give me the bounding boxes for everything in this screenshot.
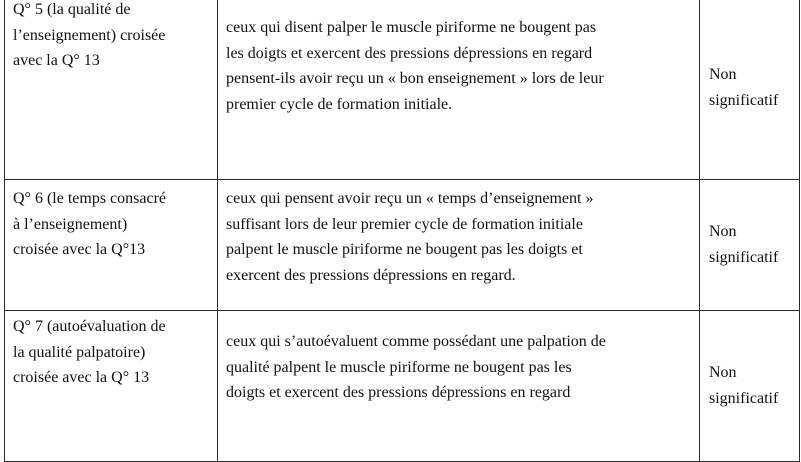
question-line: croisée avec la Q°13 bbox=[13, 241, 146, 258]
question-line: Q° 6 (le temps consacré bbox=[13, 190, 167, 207]
description-line: suffisant lors de leur premier cycle de formation initiale bbox=[226, 215, 583, 233]
question-line: l’enseignement) croisée bbox=[13, 26, 166, 44]
description-line: doigts et exercent des pressions dépressions en regard bbox=[226, 384, 571, 401]
question-line: Q° 7 (autoévaluation de bbox=[13, 318, 166, 335]
question-line: avec la Q° 13 bbox=[13, 52, 100, 69]
result-line: Non bbox=[709, 66, 737, 83]
table-row bbox=[5, 0, 800, 180]
result-cell bbox=[700, 311, 800, 462]
question-cell bbox=[5, 180, 218, 311]
result-line: significatif bbox=[709, 91, 779, 109]
description-line: ceux qui disent palper le muscle piriforme ne bougent pas bbox=[226, 19, 597, 36]
question-line: la qualité palpatoire) bbox=[13, 343, 146, 361]
description-line: palpent le muscle piriforme ne bougent pas les doigts et bbox=[226, 241, 583, 258]
result-cell bbox=[700, 180, 800, 311]
result-cell bbox=[700, 0, 800, 180]
description-line: qualité palpent le muscle piriforme ne bougent pas les bbox=[226, 358, 572, 376]
result-line: Non bbox=[709, 364, 737, 381]
description-line: ceux qui s’autoévaluent comme possédant une palpation de bbox=[226, 333, 606, 350]
result-line: significatif bbox=[709, 248, 779, 266]
description-line: exercent des pressions dépressions en regard. bbox=[226, 266, 516, 284]
table-row bbox=[5, 180, 800, 311]
result-line: Non bbox=[709, 223, 737, 240]
question-line: Q° 5 (la qualité de bbox=[13, 1, 131, 18]
description-line: pensent-ils avoir reçu un « bon enseignement » lors de leur bbox=[226, 70, 604, 87]
question-cell bbox=[5, 0, 218, 180]
table-row bbox=[5, 311, 800, 462]
description-cell bbox=[218, 0, 700, 180]
description-line: premier cycle de formation initiale. bbox=[226, 95, 453, 113]
question-line: à l’enseignement) bbox=[13, 215, 128, 233]
description-line: les doigts et exercent des pressions dépressions en regard bbox=[226, 44, 593, 62]
question-cell bbox=[5, 311, 218, 462]
description-cell bbox=[218, 311, 700, 462]
result-line: significatif bbox=[709, 389, 779, 407]
description-cell bbox=[218, 180, 700, 311]
question-line: croisée avec la Q° 13 bbox=[13, 369, 150, 386]
results-table bbox=[4, 0, 800, 462]
description-line: ceux qui pensent avoir reçu un « temps d’enseignement » bbox=[226, 190, 594, 207]
